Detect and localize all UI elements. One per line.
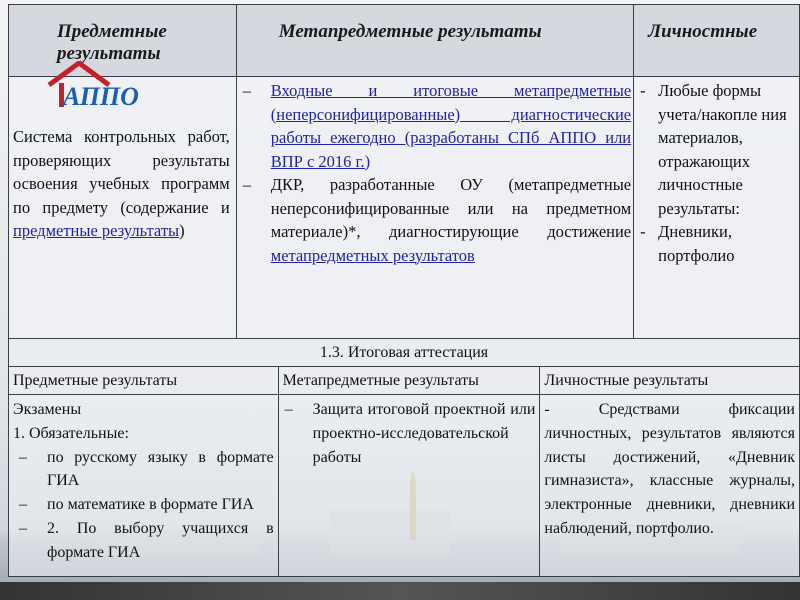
- list-item: [634, 220, 795, 267]
- subheader-row: [9, 367, 800, 395]
- list-item: [237, 173, 633, 267]
- exams-required: 1. Обязательные:: [13, 424, 129, 442]
- subject-results-tail: ): [179, 221, 185, 240]
- dkr-text: ДКР, разработанные ОУ (метапредметные неперсонифицированные или на предметном материале)*, диагностирующие достижение: [270, 175, 632, 241]
- list-item: [237, 79, 633, 173]
- bottom-frame-strip: [0, 582, 800, 600]
- dash-marker: –: [284, 401, 293, 418]
- personal-results-list: [634, 79, 795, 267]
- project-defense-cell: [278, 395, 540, 577]
- meta-results-cell: [236, 77, 633, 339]
- section-title: 1.3. Итоговая аттестация: [9, 339, 800, 367]
- header-personal-results: Личностные: [634, 5, 800, 77]
- dash-marker: –: [19, 519, 27, 537]
- appo-logo-icon: [39, 61, 141, 109]
- meta-results-list: [237, 79, 633, 267]
- dash-marker: -: [640, 81, 646, 100]
- dash-marker: -: [640, 222, 646, 241]
- dash-marker: –: [242, 175, 251, 194]
- list-item: [13, 446, 274, 494]
- exams-title: Экзамены: [13, 401, 82, 418]
- subject-results-cell: [9, 77, 237, 339]
- diagnostic-works-link[interactable]: Входные и итоговые метапредметные (неперсонифицированные) диагностические работы ежегодно (разработаны СПб АППО или ВПР с 2016 г.): [270, 81, 632, 171]
- dash-marker: –: [19, 448, 27, 466]
- header-subject-results: Предметные результаты: [9, 5, 237, 77]
- section-title-table: [8, 338, 800, 367]
- dash-marker: –: [19, 496, 27, 514]
- results-body-row: [9, 77, 800, 339]
- dash-marker: –: [242, 81, 251, 100]
- exams-list: [13, 446, 274, 565]
- exams-cell: [9, 395, 279, 577]
- header-meta-results: Метапредметные результаты: [236, 5, 633, 77]
- subject-results-link[interactable]: предметные результаты: [13, 221, 180, 240]
- project-list: [279, 398, 536, 469]
- list-item: [13, 493, 274, 517]
- list-item: [634, 79, 795, 220]
- list-item: [13, 517, 274, 565]
- personal-results-cell: [634, 77, 800, 339]
- exam-item-text: 2. По выбору учащихся в формате ГИА: [47, 519, 274, 561]
- svg-text:АППО: АППО: [63, 82, 139, 109]
- subheader-meta: Метапредметные результаты: [278, 367, 540, 395]
- project-item-text: Защита итоговой проектной или проектно-исследовательской работы: [312, 401, 536, 466]
- final-attestation-table: [8, 366, 800, 577]
- meta-results-link[interactable]: метапредметных результатов: [270, 245, 475, 265]
- attestation-body-row: [9, 395, 800, 577]
- personal-item-text: Дневники, портфолио: [658, 222, 735, 265]
- subheader-personal: Личностные результаты: [540, 367, 800, 395]
- results-table: [8, 4, 800, 339]
- personal-fixation-text: - Средствами фиксации личностных, результатов являются листы достижений, «Дневник гимназиста», классные журналы, электронные дневники, дневники наблюдений, портфолио.: [544, 401, 795, 537]
- subject-results-text: Система контрольных работ, проверяющих результаты освоения учебных программ по предмету (содержание и: [13, 127, 230, 217]
- personal-item-text: Любые формы учета/накопле ния материалов, отражающих личностные результаты:: [658, 81, 787, 218]
- list-item: [279, 398, 536, 469]
- exam-item-text: по математике в формате ГИА: [47, 496, 254, 514]
- exam-item-text: по русскому языку в формате ГИА: [47, 448, 274, 490]
- personal-fixation-cell: [540, 395, 800, 577]
- subheader-subject: Предметные результаты: [9, 367, 279, 395]
